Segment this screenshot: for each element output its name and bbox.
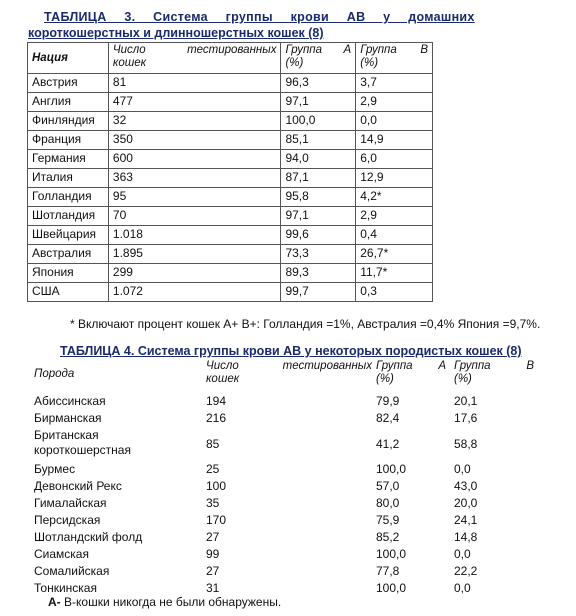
count-cell: 27 [206, 530, 220, 544]
count-cell: 100 [206, 479, 227, 493]
table-row [28, 112, 433, 131]
breed-cell: Девонский Рекс [34, 479, 122, 493]
group-a-cell: 97,1 [281, 93, 356, 112]
group-b-cell: 58,8 [454, 437, 478, 451]
header-group-a-word: Группа [285, 44, 323, 56]
group-a-cell: 73,3 [281, 245, 356, 264]
count-cell: 35 [206, 496, 220, 510]
table3-header-row [28, 43, 433, 74]
header-group-a-unit: (%) [376, 373, 394, 385]
table4-note-text: В-кошки никогда не были обнаружены. [60, 595, 282, 609]
group-a-cell: 80,0 [376, 496, 400, 510]
table-row [30, 411, 542, 428]
table-row [28, 226, 433, 245]
count-cell: 1.895 [108, 245, 281, 264]
table-row [30, 547, 542, 564]
group-a-cell: 99,7 [281, 283, 356, 302]
table-row [30, 479, 542, 496]
table-row [28, 93, 433, 112]
group-a-cell: 57,0 [376, 479, 400, 493]
group-b-cell: 24,1 [454, 513, 478, 527]
breed-cell: Тонкинская [34, 581, 97, 595]
table3-body [28, 74, 433, 302]
group-b-cell: 3,7 [356, 74, 433, 93]
group-a-cell: 94,0 [281, 150, 356, 169]
nation-cell: Франция [28, 131, 109, 150]
header-group-b [356, 43, 433, 74]
group-b-cell: 11,7* [356, 264, 433, 283]
nation-cell: Финляндия [28, 112, 109, 131]
header-count-word2: тестированных [187, 44, 277, 56]
group-b-cell: 0,0 [356, 112, 433, 131]
table-row [28, 188, 433, 207]
group-b-cell: 12,9 [356, 169, 433, 188]
group-b-cell: 6,0 [356, 150, 433, 169]
count-cell: 363 [108, 169, 281, 188]
header-count-word2: тестированных [282, 360, 372, 372]
group-a-cell: 79,9 [376, 394, 400, 408]
group-b-cell: 2,9 [356, 93, 433, 112]
table-row [28, 74, 433, 93]
header-group-a-word: Группа [376, 360, 413, 372]
table4 [30, 360, 542, 598]
count-cell: 299 [108, 264, 281, 283]
header-group-b-unit: (%) [360, 57, 379, 69]
table4-note-prefix: А- [48, 595, 61, 609]
header-group-a-letter: А [438, 360, 446, 372]
count-cell: 25 [206, 462, 220, 476]
breed-cell: Бурмес [34, 462, 76, 476]
group-b-cell: 26,7* [356, 245, 433, 264]
nation-cell: Англия [28, 93, 109, 112]
header-nation: Нация [28, 43, 109, 74]
table-row [30, 394, 542, 411]
table-row [30, 564, 542, 581]
table3-title-line1: ТАБЛИЦА 3. Система группы крови АВ у домашних [44, 10, 475, 24]
group-a-cell: 100,0 [376, 462, 407, 476]
header-group-a-letter: А [343, 44, 352, 56]
group-a-cell: 100,0 [281, 112, 356, 131]
count-cell: 194 [206, 394, 227, 408]
breed-cell: Сиамская [34, 547, 89, 561]
group-a-cell: 41,2 [376, 437, 400, 451]
group-b-cell: 22,2 [454, 564, 478, 578]
table-row [30, 530, 542, 547]
table3-footnote: * Включают процент кошек А+ В+: Голландия =1%, Австралия =0,4% Япония =9,7%. [70, 317, 541, 331]
breed-cell: Абиссинская [34, 394, 106, 408]
table-row [28, 283, 433, 302]
nation-cell: Австрия [28, 74, 109, 93]
count-cell: 99 [206, 547, 220, 561]
table-row [28, 131, 433, 150]
nation-cell: Германия [28, 150, 109, 169]
group-a-cell: 87,1 [281, 169, 356, 188]
table-row [30, 513, 542, 530]
table-row [28, 245, 433, 264]
group-b-cell: 4,2* [356, 188, 433, 207]
table3-title-line2: короткошерстных и длинношерстных кошек (8) [28, 26, 324, 40]
count-cell: 85 [206, 437, 220, 451]
header-group-a [281, 43, 356, 74]
group-a-cell: 96,3 [281, 74, 356, 93]
group-a-cell: 75,9 [376, 513, 400, 527]
header-group-a [376, 360, 446, 386]
nation-cell: Австралия [28, 245, 109, 264]
count-cell: 95 [108, 188, 281, 207]
table-row [28, 169, 433, 188]
count-cell: 27 [206, 564, 220, 578]
count-cell: 1.072 [108, 283, 281, 302]
group-a-cell: 95,8 [281, 188, 356, 207]
table-row [30, 496, 542, 513]
group-b-cell: 20,0 [454, 496, 478, 510]
group-b-cell: 0,0 [454, 581, 471, 595]
table4-note [48, 595, 281, 609]
count-cell: 31 [206, 581, 220, 595]
group-a-cell: 99,6 [281, 226, 356, 245]
header-group-b-letter: В [420, 44, 428, 56]
group-a-cell: 82,4 [376, 411, 400, 425]
nation-cell: Италия [28, 169, 109, 188]
header-count-word3: кошек [112, 57, 147, 69]
group-b-cell: 0,0 [454, 462, 471, 476]
count-cell: 170 [206, 513, 227, 527]
group-b-cell: 20,1 [454, 394, 478, 408]
group-b-cell: 0,0 [454, 547, 471, 561]
header-group-b-word: Группа [454, 360, 491, 372]
header-count-word3: кошек [206, 373, 240, 385]
nation-cell: Швейцария [28, 226, 109, 245]
header-group-b-word: Группа [360, 44, 397, 56]
header-count-word1: Число [112, 44, 146, 56]
table-row [28, 207, 433, 226]
count-cell: 350 [108, 131, 281, 150]
breed-cell: Сомалийская [34, 564, 110, 578]
table-row [30, 462, 542, 479]
group-a-cell: 85,2 [376, 530, 400, 544]
count-cell: 70 [108, 207, 281, 226]
nation-cell: Япония [28, 264, 109, 283]
group-a-cell: 97,1 [281, 207, 356, 226]
nation-cell: Шотландия [28, 207, 109, 226]
breed-cell: Гималайская [34, 496, 107, 510]
group-b-cell: 43,0 [454, 479, 478, 493]
group-a-cell: 85,1 [281, 131, 356, 150]
breed-cell: Персидская [34, 513, 101, 527]
count-cell: 216 [206, 411, 227, 425]
group-b-cell: 2,9 [356, 207, 433, 226]
header-count-word1: Число [206, 360, 239, 372]
group-b-cell: 0,4 [356, 226, 433, 245]
group-a-cell: 100,0 [376, 581, 407, 595]
table-row [28, 264, 433, 283]
header-group-b-unit: (%) [454, 373, 472, 385]
breed-cell: Британская короткошерстная [34, 428, 131, 457]
table3 [27, 42, 433, 302]
table4-header-row [30, 360, 542, 394]
group-a-cell: 77,8 [376, 564, 400, 578]
group-b-cell: 17,6 [454, 411, 478, 425]
header-breed: Порода [34, 368, 75, 380]
breed-cell: Шотландский фолд [34, 530, 143, 544]
count-cell: 32 [108, 112, 281, 131]
header-group-b-letter: В [526, 360, 534, 372]
count-cell: 477 [108, 93, 281, 112]
table-row [28, 150, 433, 169]
count-cell: 81 [108, 74, 281, 93]
group-a-cell: 89,3 [281, 264, 356, 283]
count-cell: 1.018 [108, 226, 281, 245]
header-group-b [454, 360, 534, 386]
group-a-cell: 100,0 [376, 547, 407, 561]
table-row [30, 428, 542, 462]
table4-title: ТАБЛИЦА 4. Система группы крови АВ у некоторых породистых кошек (8) [60, 344, 522, 358]
group-b-cell: 0,3 [356, 283, 433, 302]
table4-body [30, 394, 542, 598]
header-group-a-unit: (%) [285, 57, 304, 69]
group-b-cell: 14,9 [356, 131, 433, 150]
header-count [206, 360, 372, 386]
breed-cell: Бирманская [34, 411, 102, 425]
group-b-cell: 14,8 [454, 530, 478, 544]
nation-cell: США [28, 283, 109, 302]
count-cell: 600 [108, 150, 281, 169]
header-count [108, 43, 281, 74]
nation-cell: Голландия [28, 188, 109, 207]
